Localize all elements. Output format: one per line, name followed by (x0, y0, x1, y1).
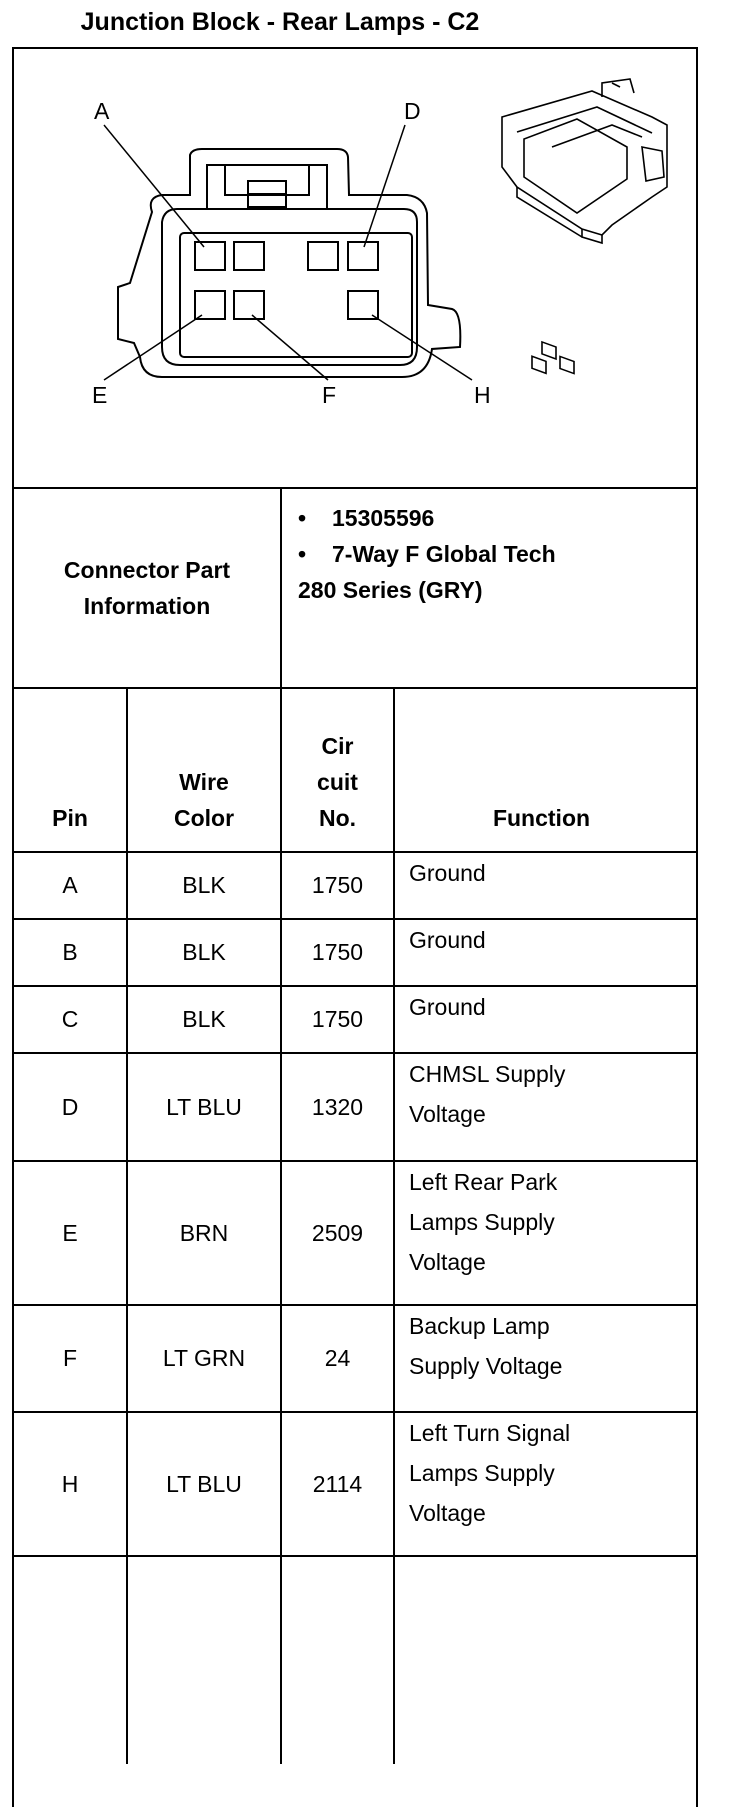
wire-color-cell: LT GRN (162, 1345, 246, 1371)
function-line: Left Turn Signal (409, 1420, 571, 1446)
header-circuit-line2: cuit (317, 769, 358, 795)
connector-face-diagram (12, 47, 698, 487)
wire-color-cell: BRN (179, 1219, 229, 1246)
connector-3d-illustration (502, 79, 667, 374)
connector-part-label (14, 489, 280, 687)
wire-color-cell: BLK (182, 939, 226, 965)
function-line: Supply Voltage (409, 1353, 563, 1379)
header-circuit-line3: No. (318, 805, 357, 831)
part-number-item: • 15305596 (298, 505, 435, 531)
function-line: Backup Lamp (409, 1313, 550, 1339)
callout-f: F (322, 382, 337, 408)
rule-after-part-info (12, 687, 698, 689)
cavity-h (348, 291, 378, 319)
cavity-e (195, 291, 225, 319)
pin-cell: H (61, 1470, 79, 1497)
function-cell (395, 1413, 688, 1555)
pin-cell: F (62, 1345, 78, 1371)
pin-cell: A (62, 872, 78, 898)
wire-color-cell: LT BLU (166, 1470, 242, 1497)
part-description-line1: 7-Way F Global Tech (332, 541, 556, 567)
function-line: Left Rear Park (409, 1169, 558, 1195)
header-pin: Pin (52, 805, 88, 831)
function-line: Lamps Supply (409, 1460, 555, 1486)
function-line: Ground (409, 994, 486, 1020)
cavity-c (308, 242, 338, 270)
header-circuit-no (282, 728, 393, 836)
callout-h: H (474, 382, 491, 408)
header-wire-color (128, 764, 280, 836)
wire-color-cell: BLK (182, 1006, 226, 1032)
rule-row-h (12, 1555, 698, 1557)
pin-cell: E (62, 1219, 78, 1246)
wire-color-cell: BLK (182, 872, 226, 898)
cavity-d (348, 242, 378, 270)
cavity-f (234, 291, 264, 319)
function-line: Ground (409, 860, 486, 886)
circuit-cell: 1750 (311, 939, 364, 965)
function-cell (395, 1306, 688, 1411)
pin-cell: B (62, 939, 78, 965)
function-line: Voltage (409, 1249, 486, 1275)
function-line: Ground (409, 927, 486, 953)
wire-color-cell: LT BLU (166, 1093, 242, 1120)
function-cell (395, 987, 688, 1052)
function-cell (395, 920, 688, 985)
callout-d: D (404, 98, 421, 124)
cavity-b (234, 242, 264, 270)
connector-part-label-line2: Information (83, 593, 211, 619)
part-description-line2: 280 Series (GRY) (298, 577, 483, 603)
function-cell (395, 853, 688, 918)
leader-line-f (252, 315, 328, 380)
part-description-item: • 7-Way F Global Tech (298, 541, 556, 567)
callout-a: A (94, 98, 110, 124)
leader-line-d (364, 125, 405, 247)
header-function: Function (492, 805, 591, 831)
circuit-cell: 2509 (311, 1219, 364, 1246)
function-line: Voltage (409, 1101, 486, 1127)
circuit-cell: 1750 (311, 872, 364, 898)
header-circuit-line1: Cir (321, 733, 354, 759)
pin-cell: D (61, 1093, 79, 1120)
circuit-cell: 1320 (311, 1093, 364, 1120)
connector-part-label-line1: Connector Part (63, 557, 231, 583)
circuit-cell: 1750 (311, 1006, 364, 1032)
function-cell (395, 1054, 688, 1160)
pin-cell: C (61, 1006, 79, 1032)
function-line: Lamps Supply (409, 1209, 555, 1235)
cavity-a (195, 242, 225, 270)
page-title: Junction Block - Rear Lamps - C2 (80, 8, 480, 36)
header-wire-line2: Color (173, 805, 235, 831)
connector-part-info (298, 500, 688, 608)
callout-e: E (92, 382, 108, 408)
circuit-cell: 2114 (312, 1470, 363, 1497)
housing-outline (118, 149, 460, 377)
circuit-cell: 24 (324, 1345, 351, 1371)
function-line: CHMSL Supply (409, 1061, 566, 1087)
connector-diagram-cell (12, 47, 698, 487)
function-line: Voltage (409, 1500, 486, 1526)
part-number: 15305596 (332, 505, 435, 531)
function-cell (395, 1162, 688, 1304)
header-wire-line1: Wire (179, 769, 229, 795)
